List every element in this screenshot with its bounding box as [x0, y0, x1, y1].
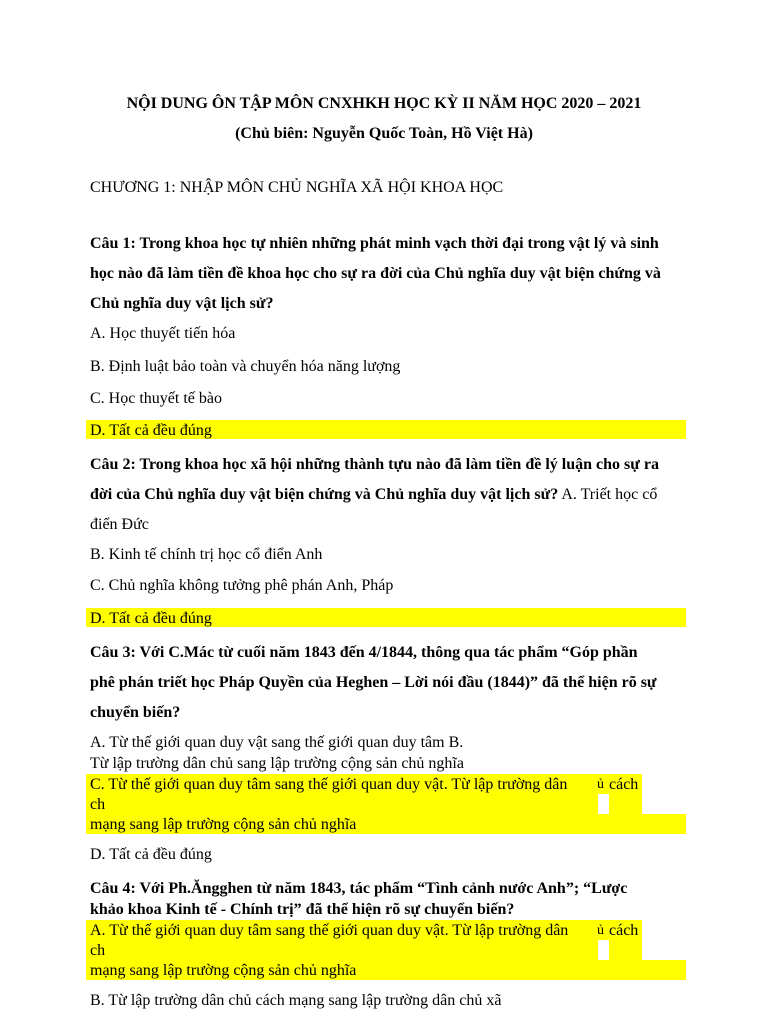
chapter-heading: CHƯƠNG 1: NHẬP MÔN CHỦ NGHĨA XÃ HỘI KHOA HỌC: [90, 179, 504, 196]
q4-option-b: B. Từ lập trường dân chủ cách mạng sang lập trường dân chủ xã: [90, 992, 502, 1009]
q2-option-a-start: A. Triết học cổ: [558, 486, 658, 503]
q1-line1: Câu 1: Trong khoa học tự nhiên những phát minh vạch thời đại trong vật lý và sinh: [90, 235, 659, 252]
q3-line3: chuyển biến?: [90, 704, 181, 721]
q4-highlight-gap: [598, 940, 609, 960]
q4-cursor-mark: ủ: [597, 923, 604, 938]
q1-line3: Chủ nghĩa duy vật lịch sử?: [90, 295, 274, 312]
q3-option-c-line1: C. Từ thế giới quan duy tâm sang thế giới quan duy vật. Từ lập trường dân: [90, 776, 568, 793]
q4-line1: Câu 4: Với Ph.Ăngghen từ năm 1843, tác phẩm “Tình cảnh nước Anh”; “Lược: [90, 880, 628, 897]
q2-option-d: D. Tất cả đều đúng: [90, 610, 212, 627]
q4-option-a-line1-end: cách: [609, 922, 639, 939]
q1-option-b: B. Định luật bảo toàn và chuyển hóa năng lượng: [90, 358, 401, 375]
q3-option-d: D. Tất cả đều đúng: [90, 846, 212, 863]
q4-option-a-line2: ch: [90, 942, 106, 959]
q3-cursor-mark: ủ: [597, 777, 604, 792]
q3-option-a-line1: A. Từ thế giới quan duy vật sang thế giới quan duy tâm B.: [90, 734, 464, 751]
q4-option-a-line1: A. Từ thế giới quan duy tâm sang thế giới quan duy vật. Từ lập trường dân: [90, 922, 569, 939]
q3-line1: Câu 3: Với C.Mác từ cuối năm 1843 đến 4/1844, thông qua tác phẩm “Góp phần: [90, 644, 638, 661]
q3-option-c-line2: ch: [90, 796, 106, 813]
q3-line2: phê phán triết học Pháp Quyền của Heghen – Lời nói đầu (1844)” đã thể hiện rõ sự: [90, 674, 657, 691]
q1-option-d: D. Tất cả đều đúng: [90, 422, 212, 439]
document-subtitle: (Chủ biên: Nguyễn Quốc Toàn, Hồ Việt Hà): [235, 125, 533, 142]
q1-option-a: A. Học thuyết tiến hóa: [90, 325, 236, 342]
q4-line2: khảo khoa Kinh tế - Chính trị” đã thể hiện rõ sự chuyển biến?: [90, 901, 515, 918]
q3-option-a-line2: Từ lập trường dân chủ sang lập trường cộng sản chủ nghĩa: [90, 755, 464, 772]
q3-highlight-gap: [598, 794, 609, 814]
q3-option-c-line3: mạng sang lập trường cộng sản chủ nghĩa: [90, 816, 357, 833]
q2-line1: Câu 2: Trong khoa học xã hội những thành tựu nào đã làm tiền đề lý luận cho sự ra: [90, 456, 659, 473]
q2-line2: [90, 485, 657, 504]
q1-line2: học nào đã làm tiền đề khoa học cho sự ra đời của Chủ nghĩa duy vật biện chứng và: [90, 265, 661, 282]
q3-option-c-line1-end: cách: [609, 776, 639, 793]
q2-line2-bold: đời của Chủ nghĩa duy vật biện chứng và Chủ nghĩa duy vật lịch sử?: [90, 486, 559, 503]
q2-option-b: B. Kinh tế chính trị học cổ điển Anh: [90, 546, 323, 563]
q1-option-c: C. Học thuyết tế bào: [90, 390, 222, 407]
q2-line3: điển Đức: [90, 516, 149, 533]
document-title: NỘI DUNG ÔN TẬP MÔN CNXHKH HỌC KỲ II NĂM HỌC 2020 – 2021: [126, 95, 642, 112]
q4-option-a-line3: mạng sang lập trường cộng sản chủ nghĩa: [90, 962, 357, 979]
q2-option-c: C. Chủ nghĩa không tưởng phê phán Anh, Pháp: [90, 577, 394, 594]
